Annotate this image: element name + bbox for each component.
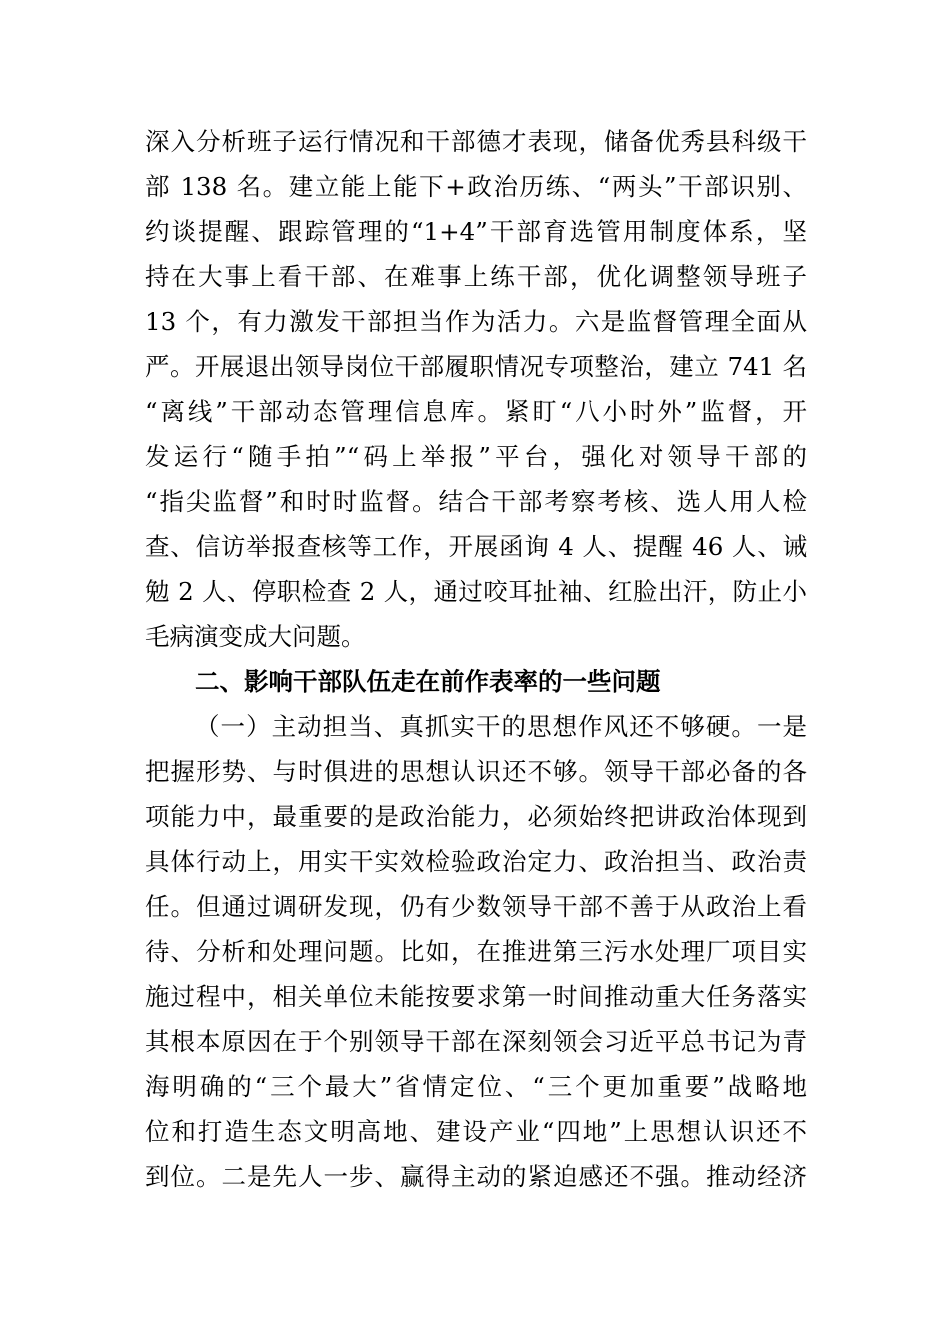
paragraph-line: 项能力中，最重要的是政治能力，必须始终把讲政治体现到 xyxy=(145,802,807,831)
section-heading: 二、影响干部队伍走在前作表率的一些问题 xyxy=(195,667,661,696)
paragraph-line: 部 138 名。建立能上能下+政治历练、“两头”干部识别、 xyxy=(145,172,807,201)
paragraph-line: 待、分析和处理问题。比如，在推进第三污水处理厂项目实 xyxy=(145,937,807,966)
paragraph-line: 约谈提醒、跟踪管理的“1+4”干部育选管用制度体系，坚 xyxy=(145,217,807,246)
paragraph-line: 13 个，有力激发干部担当作为活力。六是监督管理全面从 xyxy=(145,307,807,336)
paragraph-line: （一）主动担当、真抓实干的思想作风还不够硬。一是 xyxy=(195,712,807,741)
paragraph-line: 海明确的“三个最大”省情定位、“三个更加重要”战略地 xyxy=(145,1072,807,1101)
paragraph-line: 勉 2 人、停职检查 2 人，通过咬耳扯袖、红脸出汗，防止小 xyxy=(145,577,807,606)
paragraph-line: 到位。二是先人一步、赢得主动的紧迫感还不强。推动经济 xyxy=(145,1162,807,1191)
paragraph-line: 深入分析班子运行情况和干部德才表现，储备优秀县科级干 xyxy=(145,127,807,156)
paragraph-line: 位和打造生态文明高地、建设产业“四地”上思想认识还不 xyxy=(145,1117,807,1146)
paragraph-line: 把握形势、与时俱进的思想认识还不够。领导干部必备的各 xyxy=(145,757,807,786)
paragraph-line: “指尖监督”和时时监督。结合干部考察考核、选人用人检 xyxy=(145,487,807,516)
paragraph-line: 毛病演变成大问题。 xyxy=(145,622,366,651)
paragraph-line: 严。开展退出领导岗位干部履职情况专项整治，建立 741 名 xyxy=(145,352,807,381)
paragraph-line: 任。但通过调研发现，仍有少数领导干部不善于从政治上看 xyxy=(145,892,807,921)
paragraph-line: 发运行“随手拍”“码上举报”平台，强化对领导干部的 xyxy=(145,442,807,471)
paragraph-line: 持在大事上看干部、在难事上练干部，优化调整领导班子 xyxy=(145,262,807,291)
paragraph-line: 施过程中，相关单位未能按要求第一时间推动重大任务落实 xyxy=(145,982,807,1011)
paragraph-line: 具体行动上，用实干实效检验政治定力、政治担当、政治责 xyxy=(145,847,807,876)
paragraph-line: 查、信访举报查核等工作，开展函询 4 人、提醒 46 人、诫 xyxy=(145,532,807,561)
paragraph-line: “离线”干部动态管理信息库。紧盯“八小时外”监督，开 xyxy=(145,397,807,426)
paragraph-line: 其根本原因在于个别领导干部在深刻领会习近平总书记为青 xyxy=(145,1027,807,1056)
